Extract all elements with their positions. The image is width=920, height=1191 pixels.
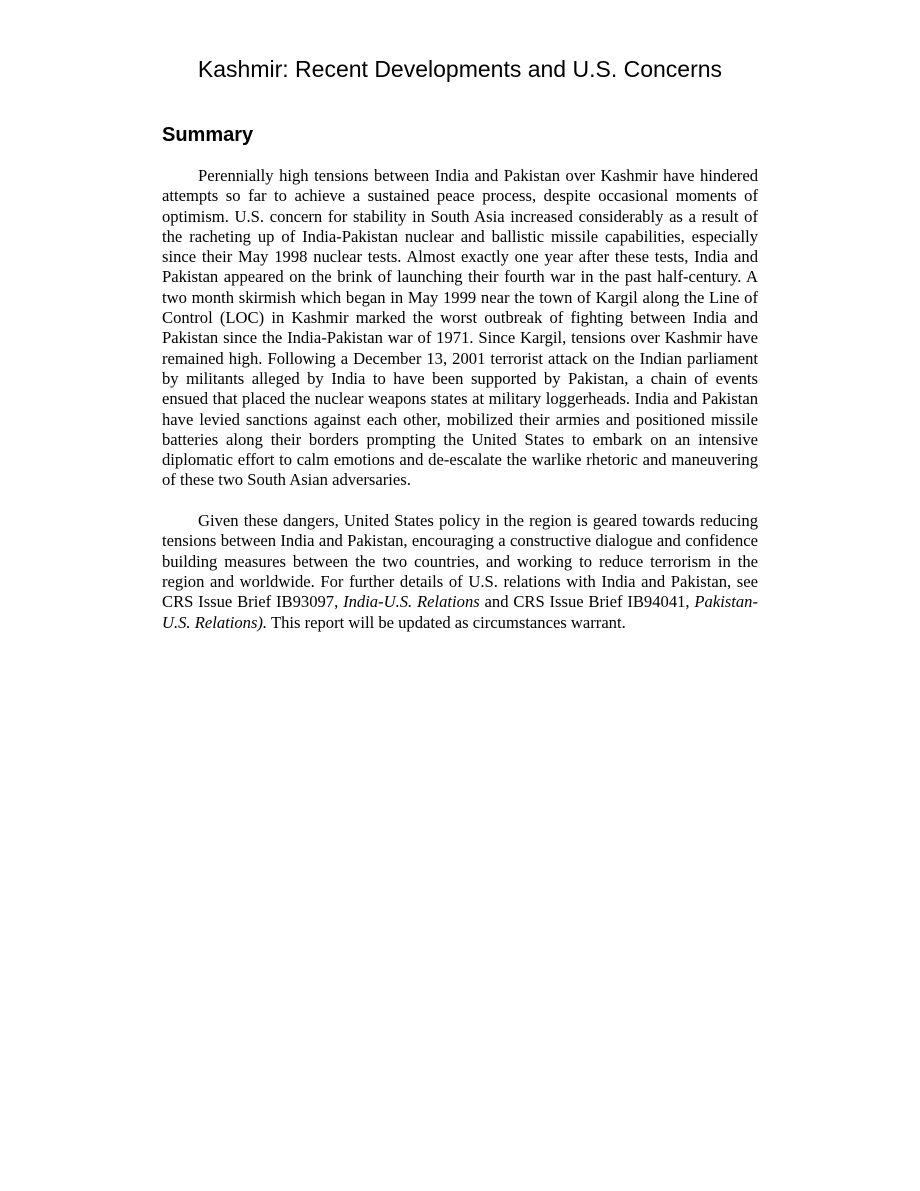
document-title: Kashmir: Recent Developments and U.S. Concerns: [197, 56, 723, 82]
paragraph-2-text-part-3: This report will be updated as circumstances warrant.: [267, 612, 626, 632]
summary-paragraph-1: Perennially high tensions between India and Pakistan over Kashmir have hindered attempts so far to achieve a sustained peace process, despite occasional moments of optimism. U.S. concern for stability in South Asia increased considerably as a result of the racheting up of India-Pakistan nuclear and ballistic missile capabilities, especially since their May 1998 nuclear tests. Almost exactly one year after these tests, India and Pakistan appeared on the brink of launching their fourth war in the past half-century. A two month skirmish which began in May 1999 near the town of Kargil along the Line of Control (LOC) in Kashmir marked the worst outbreak of fighting between India and Pakistan since the India-Pakistan war of 1971. Since Kargil, tensions over Kashmir have remained high. Following a December 13, 2001 terrorist attack on the Indian parliament by militants alleged by India to have been supported by Pakistan, a chain of events ensued that placed the nuclear weapons states at military loggerheads. India and Pakistan have levied sanctions against each other, mobilized their armies and positioned missile batteries along their borders prompting the United States to embark on an intensive diplomatic effort to calm emotions and de-escalate the warlike rhetoric and maneuvering of these two South Asian adversaries.: [162, 166, 758, 490]
summary-paragraph-2: [162, 511, 758, 633]
summary-body: [162, 166, 758, 633]
paragraph-2-text-part-1: Given these dangers, United States policy in the region is geared towards reducing tensions between India and Pakistan, encouraging a constructive dialogue and confidence building measures between the two countries, and working to reduce terrorism in the region and worldwide. For further details of U.S. relations with India and Pakistan, see CRS Issue Brief IB93097,: [162, 511, 758, 612]
paragraph-2-text-part-2: and CRS Issue Brief IB94041,: [479, 592, 695, 612]
pakistan-us-relations-title: Pakistan-U.S. Relations).: [162, 592, 758, 632]
india-us-relations-title: India-U.S. Relations: [343, 592, 480, 612]
section-heading-summary: Summary: [162, 124, 254, 146]
